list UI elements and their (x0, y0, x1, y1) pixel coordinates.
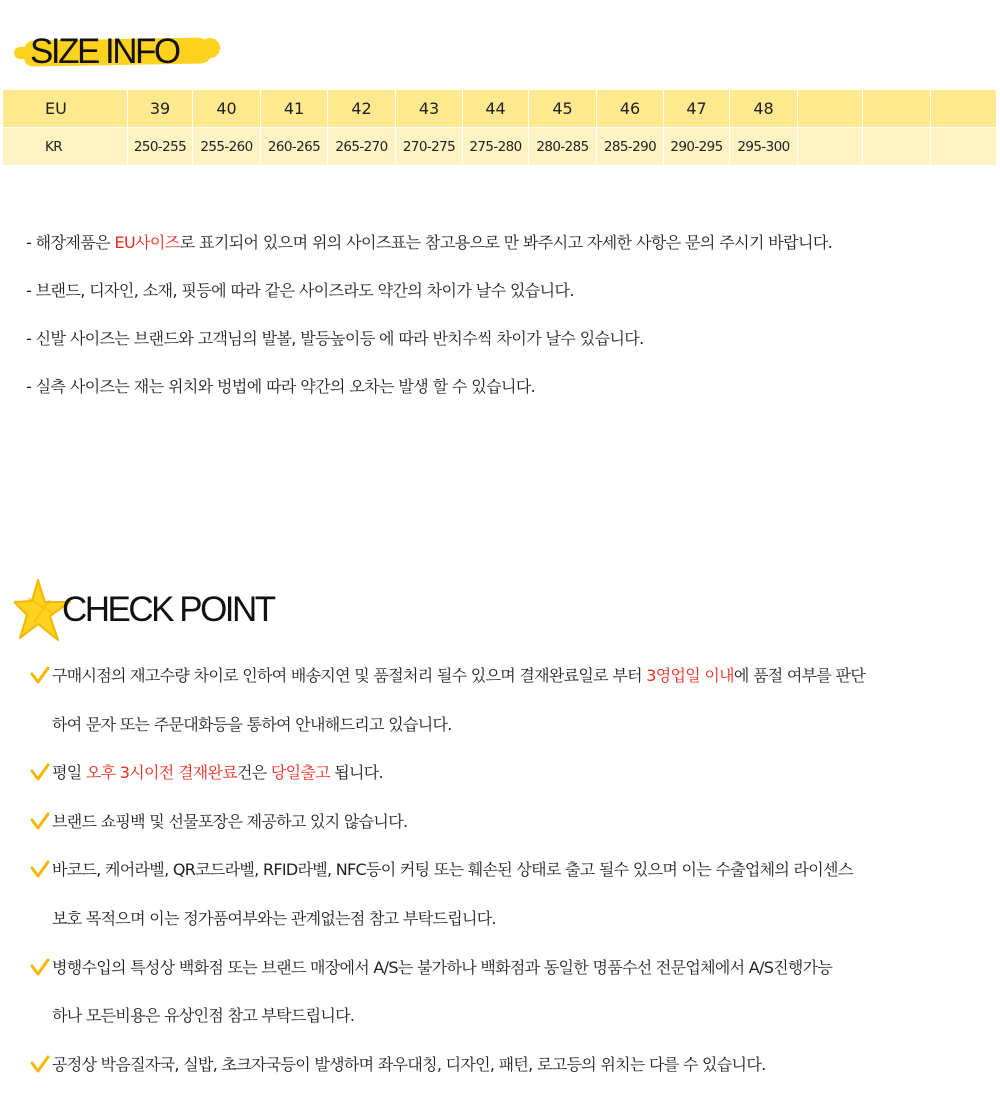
check-mark-icon (30, 811, 50, 831)
check-item-highlight: 당일출고 (270, 763, 330, 783)
note-text: - 브랜드, 디자인, 소재, 핏등에 따라 같은 사이즈라도 약간의 차이가 날수 있습니다. (26, 281, 574, 300)
check-item-text: 구매시점의 재고수량 차이로 인하여 배송지연 및 품절처리 될수 있으며 결재완료일로 부터 (52, 666, 647, 685)
kr-size-cell: 280-285 (529, 128, 597, 166)
note-line (26, 278, 986, 326)
eu-size-cell: 43 (396, 90, 463, 128)
kr-size-cell (863, 128, 931, 166)
eu-size-cell: 45 (529, 90, 597, 128)
size-notes (26, 230, 986, 422)
size-info-title: SIZE INFO (30, 32, 179, 71)
note-line (26, 230, 986, 278)
note-line (26, 374, 986, 422)
check-item-text: 바코드, 케어라벨, QR코드라벨, RFID라벨, NFC등이 커팅 또는 훼손된 상태로 출고 될수 있으며 이는 수출업체의 라이센스 (52, 860, 853, 880)
check-item-text: 건은 (236, 763, 271, 783)
check-item-text: 보호 목적으며 이는 정가품여부와는 관계없는점 참고 부탁드립니다. (52, 908, 496, 928)
kr-size-cell (931, 128, 997, 166)
kr-size-cell: 275-280 (463, 128, 529, 166)
eu-size-cell: 41 (261, 90, 328, 128)
check-mark-icon (30, 1054, 50, 1074)
kr-size-cell: 255-260 (193, 128, 261, 166)
note-line (26, 326, 986, 374)
kr-size-cell: 260-265 (261, 128, 328, 166)
eu-size-cell: 48 (730, 90, 798, 128)
check-item-text: 하여 문자 또는 주문대화등을 통하여 안내해드리고 있습니다. (52, 714, 452, 734)
kr-size-cell: 270-275 (396, 128, 463, 166)
check-item-highlight: 오후 3시이전 결재완료 (85, 763, 237, 783)
check-item (30, 663, 996, 712)
eu-size-cell: 47 (664, 90, 730, 128)
eu-size-row (3, 90, 997, 128)
kr-size-cell: 285-290 (597, 128, 664, 166)
kr-size-row (3, 128, 997, 166)
note-text: - 해장제품은 (26, 233, 115, 252)
check-item-text: 하나 모든비용은 유상인점 참고 부탁드립니다. (52, 1006, 355, 1026)
check-item-text: 병행수입의 특성상 백화점 또는 브랜드 매장에서 A/S는 불가하나 백화점과 동일한 명품수선 전문업체에서 A/S진행가능 (52, 957, 833, 977)
size-info-heading (14, 30, 214, 74)
check-item-highlight: 3영업일 이내 (646, 666, 734, 685)
eu-size-cell: 42 (328, 90, 396, 128)
check-item-continuation (30, 1003, 996, 1052)
check-point-list (30, 663, 996, 1099)
check-item (30, 857, 996, 906)
kr-size-cell: 265-270 (328, 128, 396, 166)
size-table (2, 89, 997, 166)
kr-size-cell: 295-300 (730, 128, 798, 166)
check-item (30, 1052, 996, 1099)
check-item-continuation (30, 906, 996, 955)
note-text: - 신발 사이즈는 브랜드와 고객님의 발볼, 발등높이등 에 따라 반치수씩 차이가 날수 있습니다. (26, 329, 644, 348)
check-item (30, 955, 996, 1004)
check-point-heading (14, 578, 294, 644)
check-item-text: 평일 (52, 763, 86, 783)
kr-size-cell (798, 128, 863, 166)
kr-row-header: KR (3, 128, 128, 166)
check-item-text: 에 품절 여부를 판단 (733, 666, 866, 685)
kr-size-cell: 290-295 (664, 128, 730, 166)
check-item (30, 809, 996, 858)
note-text: - 실측 사이즈는 재는 위치와 벙법에 따라 약간의 오차는 발생 할 수 있습니다. (26, 377, 536, 396)
check-point-title: CHECK POINT (62, 590, 274, 629)
check-item-continuation (30, 712, 996, 761)
eu-size-cell (798, 90, 863, 128)
eu-size-cell: 40 (193, 90, 261, 128)
note-text: 로 표기되어 있으며 위의 사이즈표는 참고용으로 만 봐주시고 자세한 사항은 문의 주시기 바랍니다. (179, 233, 833, 252)
eu-size-cell: 44 (463, 90, 529, 128)
check-item-text: 브랜드 쇼핑백 및 선물포장은 제공하고 있지 않습니다. (52, 811, 408, 831)
eu-row-header: EU (3, 90, 128, 128)
eu-size-cell (863, 90, 931, 128)
brush-dot-decoration (200, 38, 220, 58)
eu-size-cell (931, 90, 997, 128)
check-item-text: 됩니다. (329, 763, 383, 783)
check-mark-icon (30, 665, 50, 685)
eu-size-cell: 46 (597, 90, 664, 128)
check-item (30, 760, 996, 809)
eu-size-cell: 39 (128, 90, 193, 128)
check-mark-icon (30, 957, 50, 977)
kr-size-cell: 250-255 (128, 128, 193, 166)
check-mark-icon (30, 762, 50, 782)
note-highlight: EU사이즈 (114, 233, 180, 252)
check-mark-icon (30, 859, 50, 879)
check-item-text: 공정상 박음질자국, 실밥, 초크자국등이 발생하며 좌우대칭, 디자인, 패턴, 로고등의 위치는 다를 수 있습니다. (52, 1054, 766, 1074)
